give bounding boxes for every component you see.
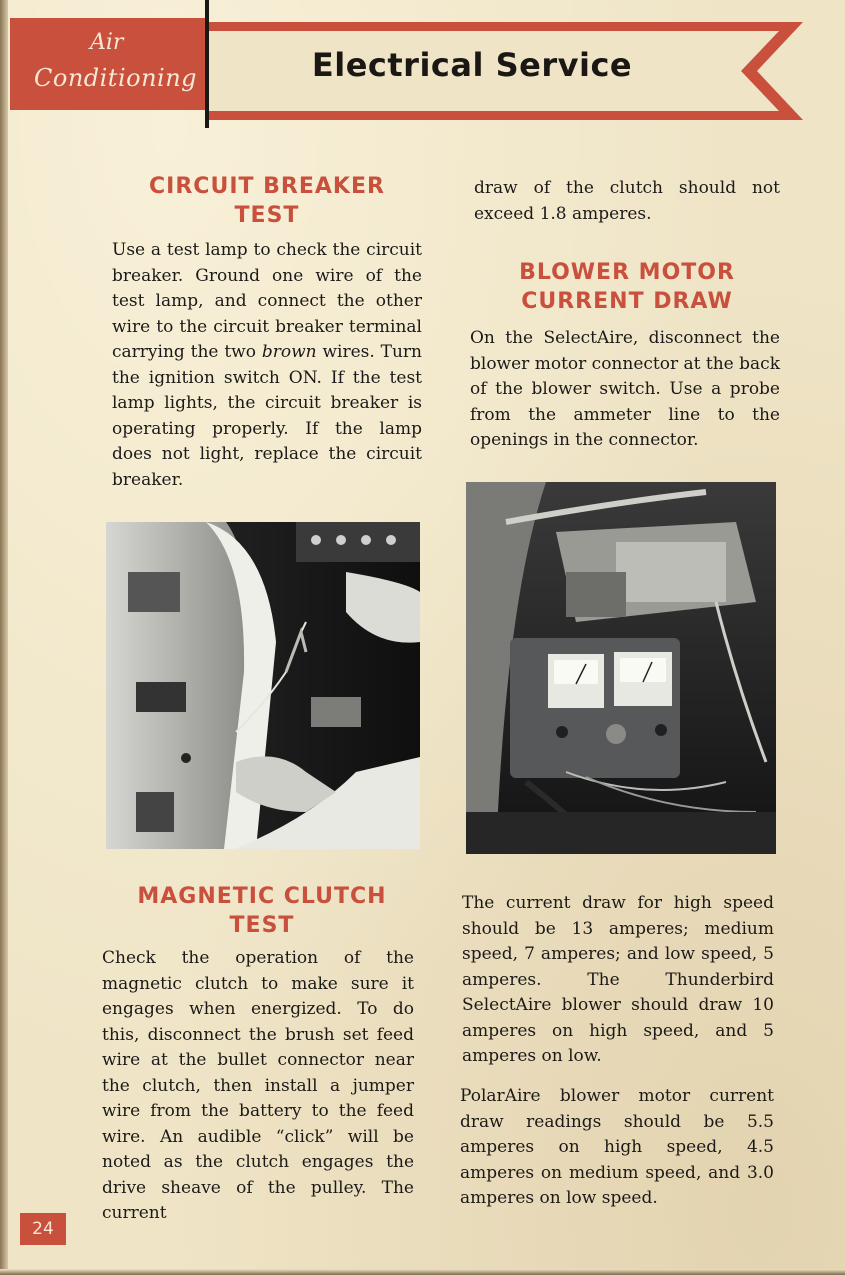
circuit-breaker-body bbox=[112, 238, 422, 493]
blower-motor-ammeter-photo bbox=[466, 482, 776, 854]
section-tag-line2: Conditioning bbox=[34, 64, 198, 92]
circuit-breaker-heading bbox=[112, 172, 422, 230]
circuit-breaker-test-photo bbox=[106, 522, 420, 849]
circuit-breaker-heading-line1: CIRCUIT BREAKER bbox=[149, 174, 385, 199]
circuit-breaker-body-emphasis: brown bbox=[261, 342, 317, 362]
circuit-breaker-body-part2: wires. Turn the ignition switch ON. If the test lamp lights, the circuit breaker is operating properly. If the lamp does not light, replace the circuit breaker. bbox=[112, 342, 422, 490]
page-number: 24 bbox=[20, 1213, 66, 1245]
section-tag-line1: Air bbox=[90, 30, 124, 55]
blower-motor-body: On the SelectAire, disconnect the blower motor connector at the back of the blower switch. Use a probe from the ammeter line to the openings in the connector. bbox=[470, 328, 780, 450]
blower-motor-heading-line1: BLOWER MOTOR bbox=[519, 260, 735, 285]
page-title: Electrical Service bbox=[311, 46, 633, 84]
page-spine-shadow bbox=[0, 0, 8, 1275]
magnetic-clutch-body: Check the operation of the magnetic clutch to make sure it engages when energized. To do this, disconnect the brush set feed wire at the bullet connector near the clutch, then install a jumper wire from the battery to the feed wire. An audible “click” will be noted as the clutch engages the drive sheave of the pulley. The current bbox=[102, 948, 414, 1223]
blower-motor-heading-line2: CURRENT DRAW bbox=[521, 289, 733, 314]
current-values-paragraph: The current draw for high speed should be 13 amperes; medium speed, 7 amperes; and low speed, 5 amperes. The Thunderbird SelectAire blower should draw 10 amperes on high speed, and 5 amperes on low. bbox=[462, 893, 774, 1066]
magnetic-clutch-heading-line1: MAGNETIC CLUTCH bbox=[137, 884, 387, 909]
blower-motor-heading bbox=[474, 258, 780, 316]
circuit-breaker-heading-line2: TEST bbox=[234, 203, 300, 228]
clutch-continued-text: draw of the clutch should not exceed 1.8 amperes. bbox=[474, 178, 780, 224]
magnetic-clutch-heading bbox=[104, 882, 420, 940]
circuit-breaker-body-part1: Use a test lamp to check the circuit breaker. Ground one wire of the test lamp, and connect the other wire to the circuit breaker terminal carrying the two bbox=[112, 240, 422, 362]
magnetic-clutch-heading-line2: TEST bbox=[229, 913, 295, 938]
polaraire-paragraph: PolarAire blower motor current draw readings should be 5.5 amperes on high speed, 4.5 amperes on medium speed, and 3.0 amperes on low speed. bbox=[460, 1086, 774, 1208]
page-bottom-edge bbox=[0, 1269, 845, 1275]
